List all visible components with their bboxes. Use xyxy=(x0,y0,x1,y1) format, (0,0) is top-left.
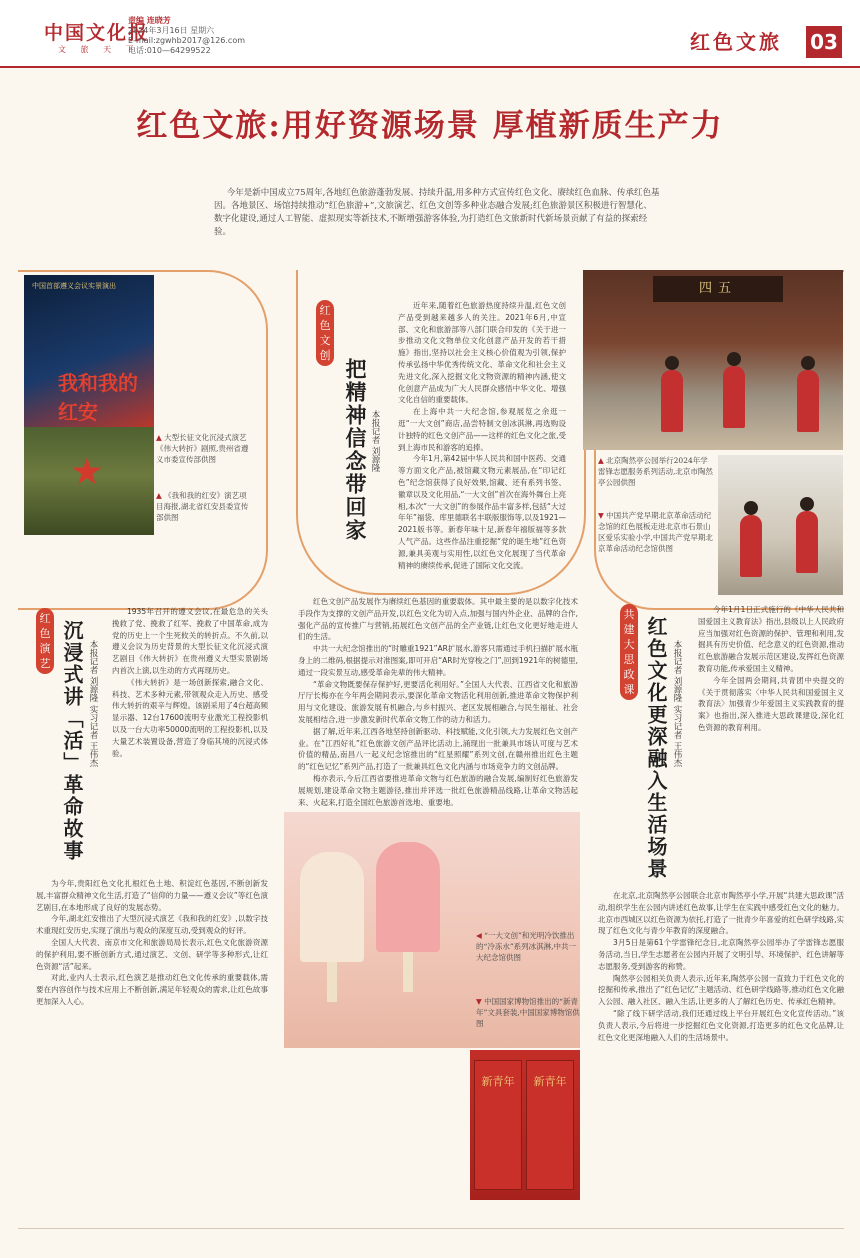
center-section-tag xyxy=(316,300,334,366)
caption-left-1: ▲ 大型长征文化沉浸式演艺《伟大转折》剧照,贵州省遵义市委宣传部供图 xyxy=(156,433,249,464)
caption-right-1: ▲ 北京陶然亭公园举行2024年学雷锋志愿服务系列活动,北京市陶然亭公园供图 xyxy=(598,456,713,487)
caption-right-2: ▼ 中国共产党早期北京革命活动纪念馆的红色展板走进北京市石景山区爱乐实验小学,中国共产党早期北京革命活动纪念馆供图 xyxy=(598,511,713,553)
center-article-title: 把精神信念带回家 xyxy=(343,358,368,542)
student-figure xyxy=(797,370,819,432)
ice-cream-item xyxy=(300,852,364,962)
photo-new-youth-stationery xyxy=(470,1050,580,1200)
editor-phone: 电话:010—64299522 xyxy=(128,46,211,55)
left-article-title: 沉浸式讲「活」革命故事 xyxy=(60,620,84,862)
photo-great-turn-performance xyxy=(24,275,154,427)
section-title: 红色文旅 xyxy=(690,30,782,54)
center-article-col2: 红色文创产品发展作为赓续红色基因的重要载体。其中最主要的是以数字化技术手段作为支撑的文创产品开发,以红色文化为切入点,加强与国内外企业、品牌的合作,强化产品的宣传推广与营销,拓展红色文创产品的全产业链,让红色文化更好地走进人们的生活。 中共一大纪念馆推出的“时雕重1921”AR扩展水,游客只需通过手机扫描扩展水瓶身上的二维码,根据提示对准图案,即可开启“AR时光穿梭之门”,回到1921年的树德里,通过一段实景互动,感受革命先辈的伟大精神。 “革命文物既要保存保护好,更要活化利用好。”全国人大代表、江西省文化和旅游厅厅长梅亦在今年两会期间表示,要深化革命文物活化利用创新,推进革命文物保护利用与文化建设、旅游发展有机融合,与乡村振兴、老区发展相融合,与民生福祉、社会发展相结合,进一步激发新时代革命文物工作的动力和活力。 据了解,近年来,江西各地坚持创新驱动、科技赋能,文化引领,大力发展红色文创产业。在“江西好礼”红色旅游文创产品评比活动上,涌现出一批兼具市场认可度与艺术价值的精品,南昌八一起义纪念馆推出的“红星照耀”系列文创,在赣州推出红色主题的“红色记忆”系列产品,打造了一批兼具红色文化内涵与市场竞争力的文创品牌。 梅亦表示,今后江西省要推进革命文物与红色旅游的融合发展,编制好红色旅游发展规划,建设革命文物主题游径,推出并评选一批红色旅游精品线路,让革命文物活起来、火起来,打造全国红色旅游首选地、重要地。 xyxy=(298,597,578,807)
left-section-tag xyxy=(36,608,54,674)
newspaper-logo: 中国文化报 xyxy=(44,22,150,44)
photo-taoranting-volunteers xyxy=(583,270,843,450)
photo-red-exhibition-school xyxy=(718,455,843,595)
photo-title-text: 我和我的红安 xyxy=(58,371,138,424)
section-tag-red-creative: 红 色 文 创 xyxy=(316,300,334,366)
student-figure xyxy=(796,511,818,573)
student-figure xyxy=(740,515,762,577)
left-article-col2: 为今年,贵阳红色文化扎根红色土地、积淀红色基因,不断创新发展,丰富群众精神文化生活,打造了“信仰的力量——遵义会议”等红色演艺剧目,在本地形成了良好的发展态势。 今年,湖北红安推出了大型沉浸式演艺《我和我的红安》,以数字技术重现红安历史,实现了演出与观众的深度互动,受到观众的好评。 全国人大代表、南京市文化和旅游局局长表示,红色文化旅游资源的保护利用,要不断创新方式,通过演艺、文创、研学等多种形式,让红色资源“活”起来。 对此,业内人士表示,红色演艺是推动红色文化传承的重要载体,需要在内容创作与技术应用上不断创新,满足年轻观众的需求,让红色故事更加深入人心。 xyxy=(36,879,268,1006)
caption-center-2: ▼ 中国国家博物馆推出的“新青年”文具套装,中国国家博物馆供图 xyxy=(476,997,580,1028)
bottom-divider xyxy=(18,1228,844,1229)
editor-info xyxy=(128,16,245,56)
right-byline: 本报记者 刘源隆 实习记者 王伟杰 xyxy=(672,640,682,768)
student-figure xyxy=(661,370,683,432)
gate-plaque: 四五 xyxy=(653,276,783,302)
book-item: 新青年 xyxy=(474,1060,522,1190)
ice-cream-stick xyxy=(403,952,413,992)
photo-red-army-cap xyxy=(24,427,154,535)
page-headline: 红色文旅:用好资源场景 厚植新质生产力 xyxy=(136,108,724,144)
book-item: 新青年 xyxy=(526,1060,574,1190)
center-byline: 本报记者 刘源隆 xyxy=(370,410,380,473)
photo-text: 中国首部遵义会议实景演出 xyxy=(32,282,116,290)
section-tag-ideological-course: 共 建 大 思 政 课 xyxy=(620,604,638,700)
right-section-tag xyxy=(620,604,638,700)
ice-cream-stick xyxy=(327,962,337,1002)
student-figure xyxy=(723,366,745,428)
right-article-col1: 今年1月1日正式施行的《中华人民共和国爱国主义教育法》指出,县级以上人民政府应当加强对红色资源的保护、管理和利用,发掘具有历史价值、纪念意义的红色资源,推动红色旅游融合发展示范区建设,发挥红色资源教育功能,传承爱国主义精神。 今年全国两会期间,共青团中央提交的《关于贯彻落实〈中华人民共和国爱国主义教育法〉加强青少年爱国主义实践教育的提案》也指出,深入推进大思政课建设,深化红色资源的教育利用。 xyxy=(698,605,844,732)
page-number: 03 xyxy=(806,26,842,58)
caption-left-2: ▲ 《我和我的红安》演艺项目海报,湖北省红安县委宣传部供图 xyxy=(156,491,249,522)
caption-center-1: ◀ “一大文创”和光明冷饮推出的“冷冻水”系列冰淇淋,中共一大纪念馆供图 xyxy=(476,931,577,962)
lead-paragraph: 今年是新中国成立75周年,各地红色旅游蓬勃发展、持续升温,用多种方式宣传红色文化、赓续红色血脉、传承红色基因。各地景区、场馆持续推动“红色旅游+”,文旅演艺、红色文创等多种业态融合发展;红色旅游景区积极进行智慧化、数字化建设,通过人工智能、虚拟现实等新技术,不断增强游客体验,为打造红色文旅新时代新场景贡献了有益的探索经验。 xyxy=(214,188,660,237)
ice-cream-item xyxy=(376,842,440,952)
right-article-col2: 在北京,北京陶然亭公园联合北京市陶然亭小学,开展“共建大思政课”活动,组织学生在公园内讲述红色故事,让学生在实践中感受红色文化的魅力。北京市西城区以红色资源为依托,打造了一批青少年喜爱的红色研学线路,实现了红色文化与青少年教育的深度融合。 3月5日是第61个学雷锋纪念日,北京陶然亭公园举办了学雷锋志愿服务活动,当日,学生志愿者在公园内开展了文明引导、环境保护、红色讲解等志愿服务,受到游客的称赞。 陶然亭公园相关负责人表示,近年来,陶然亭公园一直致力于红色文化的挖掘和传承,推出了“红色记忆”主题活动、红色研学线路等,推动红色文化融入公园、融入社区、融入生活,让更多的人了解红色历史、传承红色精神。 “除了线下研学活动,我们还通过线上平台开展红色文化宣传活动。”该负责人表示,今后将进一步挖掘红色文化资源,打造更多的红色文化品牌,让红色文化更深地融入人们的生活场景中。 xyxy=(598,891,844,1042)
section-tag-red-performance: 红 色 演 艺 xyxy=(36,608,54,674)
editor-email: E-mail:zgwhb2017@126.com xyxy=(128,36,246,45)
left-byline: 本报记者 刘源隆 实习记者 王伟杰 xyxy=(88,640,98,768)
red-star-icon xyxy=(72,457,102,487)
right-article-title: 红色文化更深融入生活场景 xyxy=(644,616,668,880)
left-article-col1: 1935年召开的遵义会议,在最危急的关头挽救了党、挽救了红军、挽救了中国革命,成为党的历史上一个生死攸关的转折点。不久前,以遵义会议为历史背景的大型长征文化沉浸式演艺剧目《伟大转折》在贵州遵义大型实景剧场内首次上演,以生动的方式再现历史。 《伟大转折》是一场创新探索,融合文化、科技、艺术多种元素,带领观众走入历史、感受伟大转折的艰辛与辉煌。该剧采用了4台超高频显示器、12台17600流明专业激光工程投影机以及一台大功率50000流明的工程投影机,以及大量艺术装置设备,营造了身临其境的沉浸式体验。 xyxy=(112,607,268,758)
issue-date: 2024年3月16日 星期六 xyxy=(128,26,215,35)
center-article-col1: 近年来,随着红色旅游热度持续升温,红色文创产品受到越来越多人的关注。2021年6月,中宣部、文化和旅游部等八部门联合印发的《关于进一步推动文化文物单位文化创意产品开发的若干措施》指出,坚持以社会主义核心价值观为引领,保护传承弘扬中华优秀传统文化、革命文化和社会主义先进文化,深入挖掘文化文物资源的精神内涵,使文化创意产品成为广大人民群众感悟中华文化、增强文化自信的重要载体。 在上海中共一大纪念馆,参观展览之余逛一逛“一大文创”商店,品尝特制文创冰淇淋,再选购设计独特的红色文创产品——这样的红色文化之旅,受到上海市民和游客的追捧。 今年1月,第42届中华人民共和国中医药、交通等方面文化产品,被馆藏文物元素展品,在“印记红色”纪念馆获得了良好效果,馆藏、还有系列书签、徽章以及文化用品,“一大文创”首次在海外舞台上亮相,本次“一大文创”的参展作品丰富多样,包括“大过年年”福袋、库里德联名丰联版服饰等,以及1921—2021版书等。新春年味十足,新春年禧版福等多款人气产品。这些作品注重挖掘“党的诞生地”红色资源,兼具美观与实用性,以红色文化展现了当代革命精神的赓续传承,促进了国际文化交流。 xyxy=(398,301,566,570)
newspaper-logo-sub: 文 旅 天 下 xyxy=(58,45,140,54)
editor-name: 责编 连晓芳 xyxy=(128,16,171,25)
